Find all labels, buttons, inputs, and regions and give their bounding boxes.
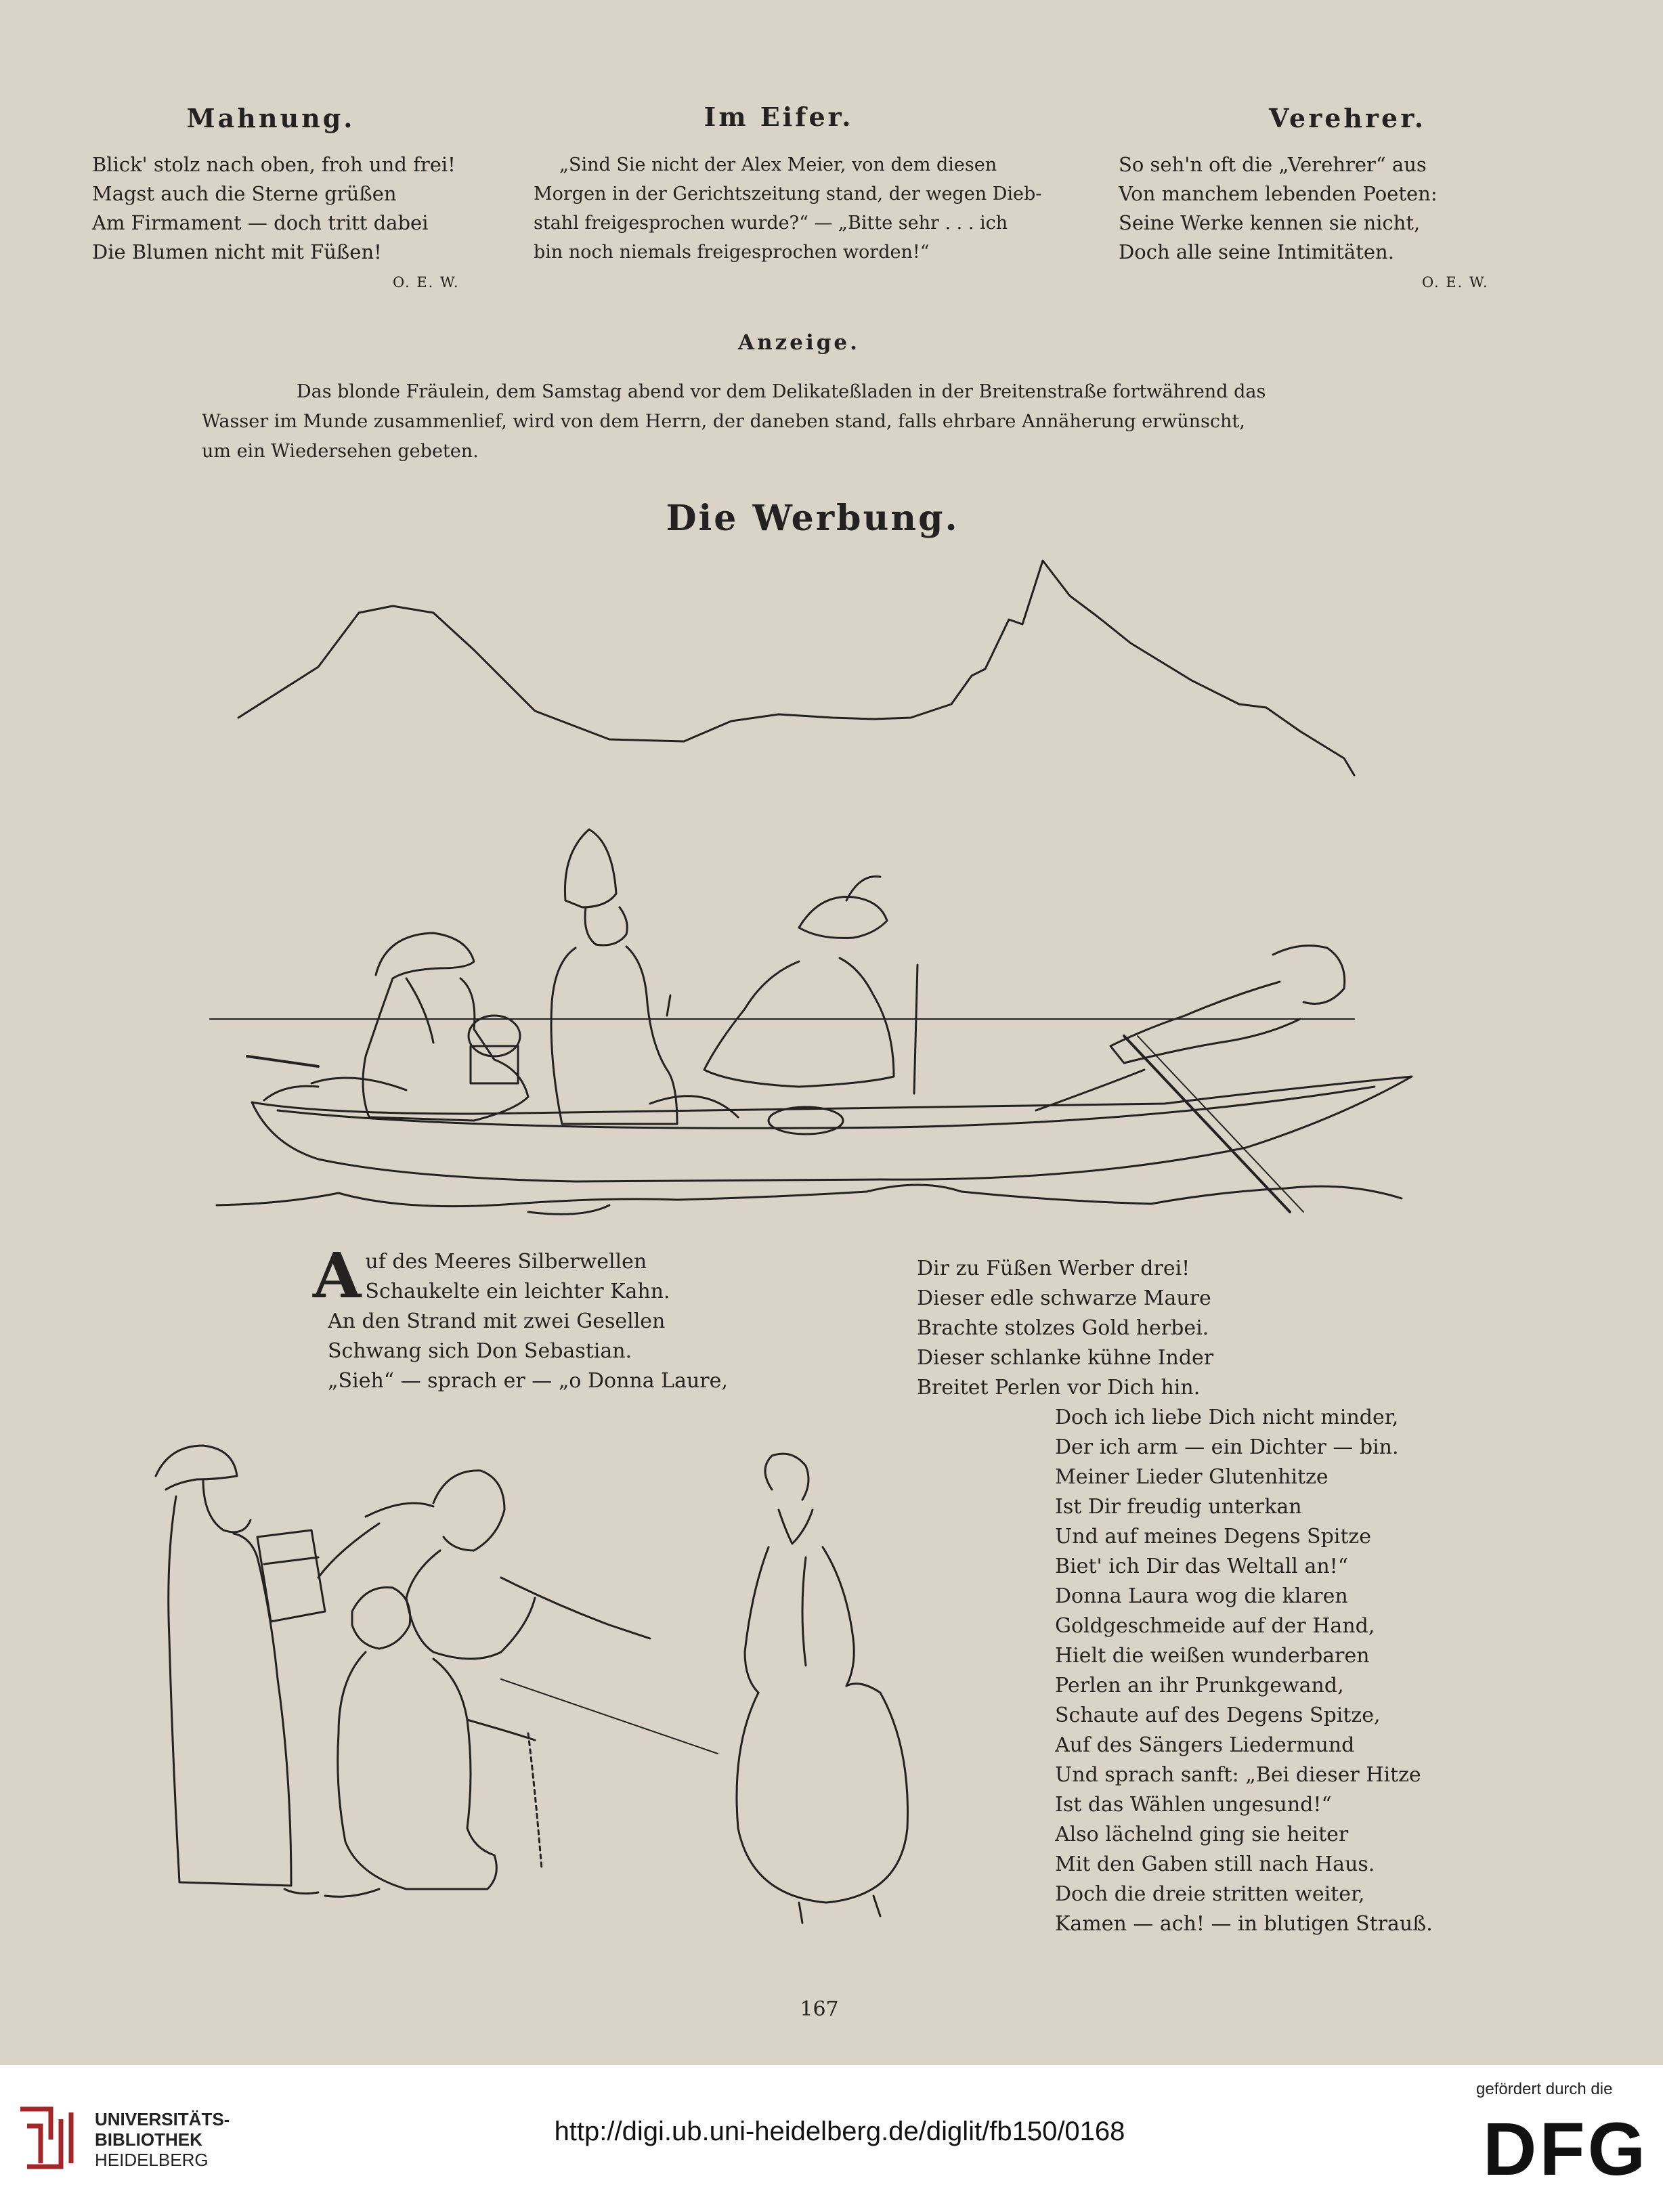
verse-line: Dieser edle schwarze Maure [917,1286,1211,1310]
verse-line: uf des Meeres Silberwellen [365,1250,647,1274]
text-line: „Sind Sie nicht der Alex Meier, von dem diesen [559,154,997,175]
text-line: Wasser im Munde zusammenlief, wird von dem Herrn, der daneben stand, falls ehrbare Annäherung erwünscht, [202,411,1245,432]
page-number: 167 [800,1997,839,2021]
poem-line: Blick' stolz nach oben, froh und frei! [92,153,456,176]
poem-line: Seine Werke kennen sie nicht, [1119,211,1421,234]
verse-line: Dieser schlanke kühne Inder [917,1346,1214,1370]
moor-standing [156,1446,237,1490]
footer-bar [0,2065,1663,2212]
verse-line: Goldgeschmeide auf der Hand, [1055,1614,1375,1638]
rapier [501,1679,718,1754]
verse-line: Meiner Lieder Glutenhitze [1055,1465,1329,1489]
library-line: BIBLIOTHEK [95,2129,202,2150]
verse-line: Schaute auf des Degens Spitze, [1055,1704,1381,1727]
poem-title-mahnung: Mahnung. [186,103,355,133]
library-name [95,2109,230,2170]
poem-line: Magst auch die Sterne grüßen [92,182,397,205]
verse-line: Schaukelte ein leichter Kahn. [365,1280,670,1303]
verse-line: „Sieh“ — sprach er — „o Donna Laure, [328,1369,728,1393]
donna-laura [765,1454,808,1500]
verse-line: Kamen — ach! — in blutigen Strauß. [1055,1912,1433,1936]
verse-line: Der ich arm — ein Dichter — bin. [1055,1435,1399,1459]
title-im-eifer: Im Eifer. [704,102,854,132]
verse-line: Also lächelnd ging sie heiter [1055,1823,1349,1846]
verse-line: Ist das Wählen ungesund!“ [1055,1793,1332,1817]
text-line: um ein Wiedersehen gebeten. [202,441,479,462]
library-line: UNIVERSITÄTS- [95,2109,230,2129]
verse-line: Dir zu Füßen Werber drei! [917,1257,1190,1280]
verse-line: Ist Dir freudig unterkan [1055,1495,1302,1519]
verse-line: Hielt die weißen wunderbaren [1055,1644,1370,1668]
verse-line: Brachte stolzes Gold herbei. [917,1316,1209,1340]
verse-line: Biet' ich Dir das Weltall an!“ [1055,1555,1349,1578]
poem-line: Doch alle seine Intimitäten. [1119,240,1394,263]
verse-line: Schwang sich Don Sebastian. [328,1339,632,1363]
library-logo-icon [14,2099,88,2173]
dfg-logo: DFG [1483,2108,1649,2191]
text-line: Morgen in der Gerichtszeitung stand, der wegen Dieb- [534,183,1042,204]
poet-bowing [433,1471,504,1550]
indian-kneeling [352,1587,410,1649]
signature: O. E. W. [1422,274,1489,290]
verse-line: Und auf meines Degens Spitze [1055,1525,1371,1548]
text-line: stahl freigesprochen wurde?“ — „Bitte sehr . . . ich [534,213,1008,234]
verse-line: Breitet Perlen vor Dich hin. [917,1376,1201,1400]
verse-line: Perlen an ihr Prunkgewand, [1055,1674,1344,1697]
verse-line: Doch die dreie stritten weiter, [1055,1882,1365,1906]
verse-line: Mit den Gaben still nach Haus. [1055,1852,1375,1876]
anzeige-title: Anzeige. [738,330,860,355]
poem-line: Von manchem lebenden Poeten: [1119,182,1438,205]
werbung-title: Die Werbung. [666,498,959,539]
poem-line: Die Blumen nicht mit Füßen! [92,240,382,263]
verse-line: Und sprach sanft: „Bei dieser Hitze [1055,1763,1421,1787]
verse-line: Donna Laura wog die klaren [1055,1584,1348,1608]
drop-cap: A [313,1239,362,1312]
verse-line: Auf des Sängers Liedermund [1055,1733,1355,1757]
text-line: bin noch niemals freigesprochen worden!“ [534,242,930,263]
signature: O. E. W. [393,274,460,290]
funded-by-label: gefördert durch die [1476,2080,1613,2098]
poem-title-verehrer: Verehrer. [1269,103,1426,133]
poem-line: Am Firmament — doch tritt dabei [92,211,429,234]
library-line: HEIDELBERG [95,2150,209,2170]
text-line: Das blonde Fräulein, dem Samstag abend vor dem Delikateßladen in der Breitenstraße fortwährend das [297,381,1266,402]
poem-line: So seh'n oft die „Verehrer“ aus [1119,153,1427,176]
verse-line: Doch ich liebe Dich nicht minder, [1055,1406,1399,1429]
verse-line: An den Strand mit zwei Gesellen [328,1309,666,1333]
source-url-link[interactable]: http://digi.ub.uni-heidelberg.de/diglit/fb150/0168 [554,2117,1125,2146]
